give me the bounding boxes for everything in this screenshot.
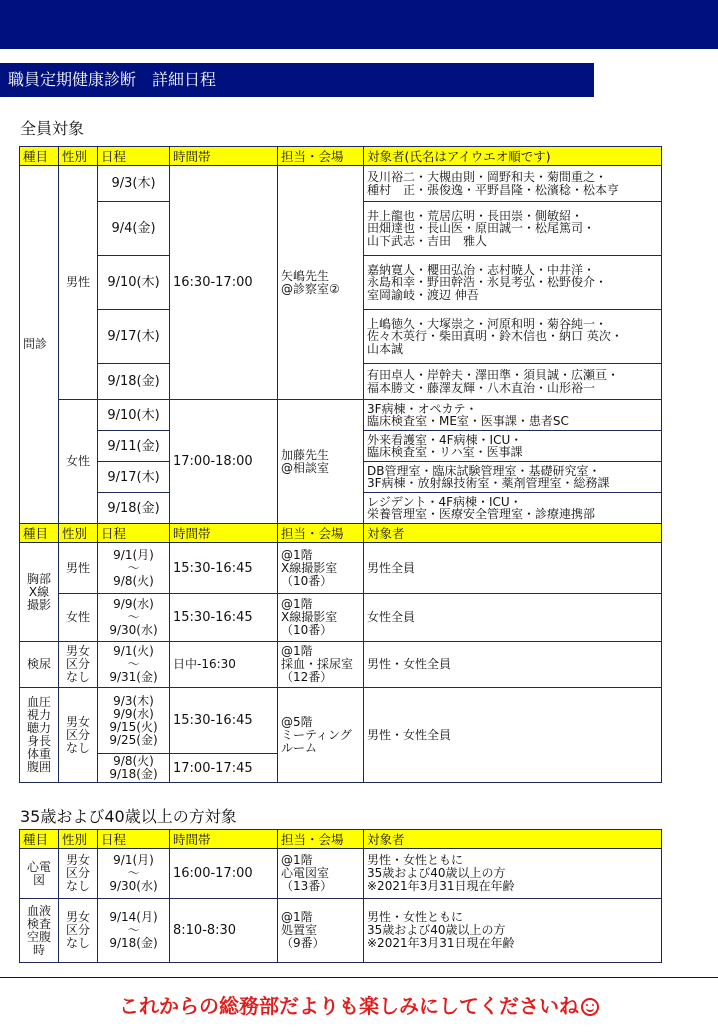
venue-cell: @1階 処置室 （9番） [278,899,364,963]
date-cell: 9/18(金) [98,364,170,400]
table-header-row [20,524,662,543]
header-targets: 対象者 [364,830,662,849]
table-header-row [20,147,662,166]
section-title-over35: 35歳および40歳以上の方対象 [20,807,237,826]
date-cell: 9/14(月) 〜 9/18(金) [98,899,170,963]
top-banner [0,0,718,49]
targets-cell: 男性・女性ともに 35歳および40歳以上の方 ※2021年3月31日現在年齢 [364,899,662,963]
targets-cell: 井上龍也・荒居広明・長田崇・側敏紹・ 田畑達也・長山医・原田誠一・松尾篤司・ 山下武志・吉田 雅人 [364,202,662,256]
header-sex: 性別 [59,524,98,543]
targets-cell: 男性・女性全員 [364,642,662,688]
page-title: 職員定期健康診断 詳細日程 [0,63,594,97]
header-time: 時間帯 [170,147,278,166]
sex-cell: 男性 [59,166,98,400]
date-cell: 9/10(木) [98,400,170,431]
schedule-table-all-staff [19,146,662,783]
date-cell: 9/1(月) 〜 9/8(火) [98,543,170,594]
date-cell: 9/17(木) [98,310,170,364]
date-cell: 9/9(水) 〜 9/30(水) [98,594,170,642]
time-cell: 8:10-8:30 [170,899,278,963]
time-cell: 17:00-17:45 [170,754,278,783]
sex-cell: 男女 区分 なし [59,688,98,783]
date-cell: 9/4(金) [98,202,170,256]
time-cell: 16:00-17:00 [170,849,278,899]
date-cell: 9/11(金) [98,431,170,462]
targets-cell: 男性・女性ともに 35歳および40歳以上の方 ※2021年3月31日現在年齢 [364,849,662,899]
schedule-table-over35 [19,829,662,963]
targets-cell: 及川裕二・大槻由則・岡野和夫・菊間重之・ 種村 正・張俊逸・平野昌隆・松濱稔・松本亨 [364,166,662,202]
table-row [20,594,662,642]
footer-divider [0,977,718,978]
header-time: 時間帯 [170,830,278,849]
time-cell: 15:30-16:45 [170,688,278,754]
date-cell: 9/1(月) 〜 9/30(水) [98,849,170,899]
table-row [20,400,662,431]
header-type: 種目 [20,147,59,166]
header-time: 時間帯 [170,524,278,543]
header-type: 種目 [20,524,59,543]
time-cell: 日中-16:30 [170,642,278,688]
type-cell: 心電 図 [20,849,59,899]
smiley-icon [581,998,599,1016]
targets-cell: 女性全員 [364,594,662,642]
date-cell: 9/1(火) 〜 9/31(金) [98,642,170,688]
type-cell: 血液 検査 空腹 時 [20,899,59,963]
targets-cell: 上嶋徳久・大塚崇之・河原和明・菊谷純一・ 佐々木英行・柴田真明・鈴木信也・納口 英次・ 山本誠 [364,310,662,364]
targets-cell: 外来看護室・4F病棟・ICU・ 臨床検査室・リハ室・医事課 [364,431,662,462]
table-row [20,849,662,899]
sex-cell: 女性 [59,594,98,642]
date-cell: 9/18(金) [98,493,170,524]
table-row [20,543,662,594]
sex-cell: 男女 区分 なし [59,849,98,899]
date-cell: 9/3(木) [98,166,170,202]
date-cell: 9/3(木) 9/9(水) 9/15(火) 9/25(金) [98,688,170,754]
sex-cell: 男女 区分 なし [59,899,98,963]
targets-cell: レジデント・4F病棟・ICU・ 栄養管理室・医療安全管理室・診療連携部 [364,493,662,524]
section-title-all-staff: 全員対象 [20,119,85,138]
date-cell: 9/8(火) 9/18(金) [98,754,170,783]
header-venue: 担当・会場 [278,830,364,849]
date-cell: 9/10(木) [98,256,170,310]
date-cell: 9/17(木) [98,462,170,493]
header-venue: 担当・会場 [278,147,364,166]
venue-cell: 矢嶋先生 @診察室② [278,166,364,400]
targets-cell: DB管理室・臨床試験管理室・基礎研究室・ 3F病棟・放射線技術室・薬剤管理室・総務課 [364,462,662,493]
venue-cell: @1階 X線撮影室 （10番） [278,543,364,594]
venue-cell: @1階 採血・採尿室 （12番） [278,642,364,688]
time-cell: 17:00-18:00 [170,400,278,524]
header-type: 種目 [20,830,59,849]
sex-cell: 男女 区分 なし [59,642,98,688]
type-cell: 血圧 視力 聴力 身長 体重 腹囲 [20,688,59,783]
targets-cell: 3F病棟・オペカテ・ 臨床検査室・ME室・医事課・患者SC [364,400,662,431]
targets-cell: 有田卓人・岸幹夫・澤田準・須貝誠・広瀬亘・ 福本勝文・藤澤友輝・八木直治・山形裕一 [364,364,662,400]
footer-text: これからの総務部だよりも楽しみにしてくださいね [119,994,579,1018]
table-row [20,642,662,688]
targets-cell: 男性・女性全員 [364,688,662,783]
header-sex: 性別 [59,830,98,849]
venue-cell: @5階 ミーティング ルーム [278,688,364,783]
header-date: 日程 [98,830,170,849]
table-row [20,688,662,754]
header-date: 日程 [98,147,170,166]
targets-cell: 男性全員 [364,543,662,594]
time-cell: 15:30-16:45 [170,543,278,594]
time-cell: 16:30-17:00 [170,166,278,400]
table-row [20,166,662,202]
time-cell: 15:30-16:45 [170,594,278,642]
header-targets: 対象者(氏名はアイウエオ順です) [364,147,662,166]
header-date: 日程 [98,524,170,543]
targets-cell: 嘉納寛人・櫻田弘治・志村暁人・中井洋・ 永島和幸・野田幹浩・氷見考弘・松野俊介・ 室岡諭岐・渡辺 伸吾 [364,256,662,310]
type-cell: 検尿 [20,642,59,688]
table-header-row [20,830,662,849]
header-sex: 性別 [59,147,98,166]
header-venue: 担当・会場 [278,524,364,543]
sex-cell: 男性 [59,543,98,594]
type-cell: 問診 [20,166,59,524]
footer-message [0,990,718,1019]
header-targets: 対象者 [364,524,662,543]
venue-cell: 加藤先生 @相談室 [278,400,364,524]
table-row [20,899,662,963]
type-cell: 胸部 X線 撮影 [20,543,59,642]
venue-cell: @1階 X線撮影室 （10番） [278,594,364,642]
sex-cell: 女性 [59,400,98,524]
venue-cell: @1階 心電図室 （13番） [278,849,364,899]
